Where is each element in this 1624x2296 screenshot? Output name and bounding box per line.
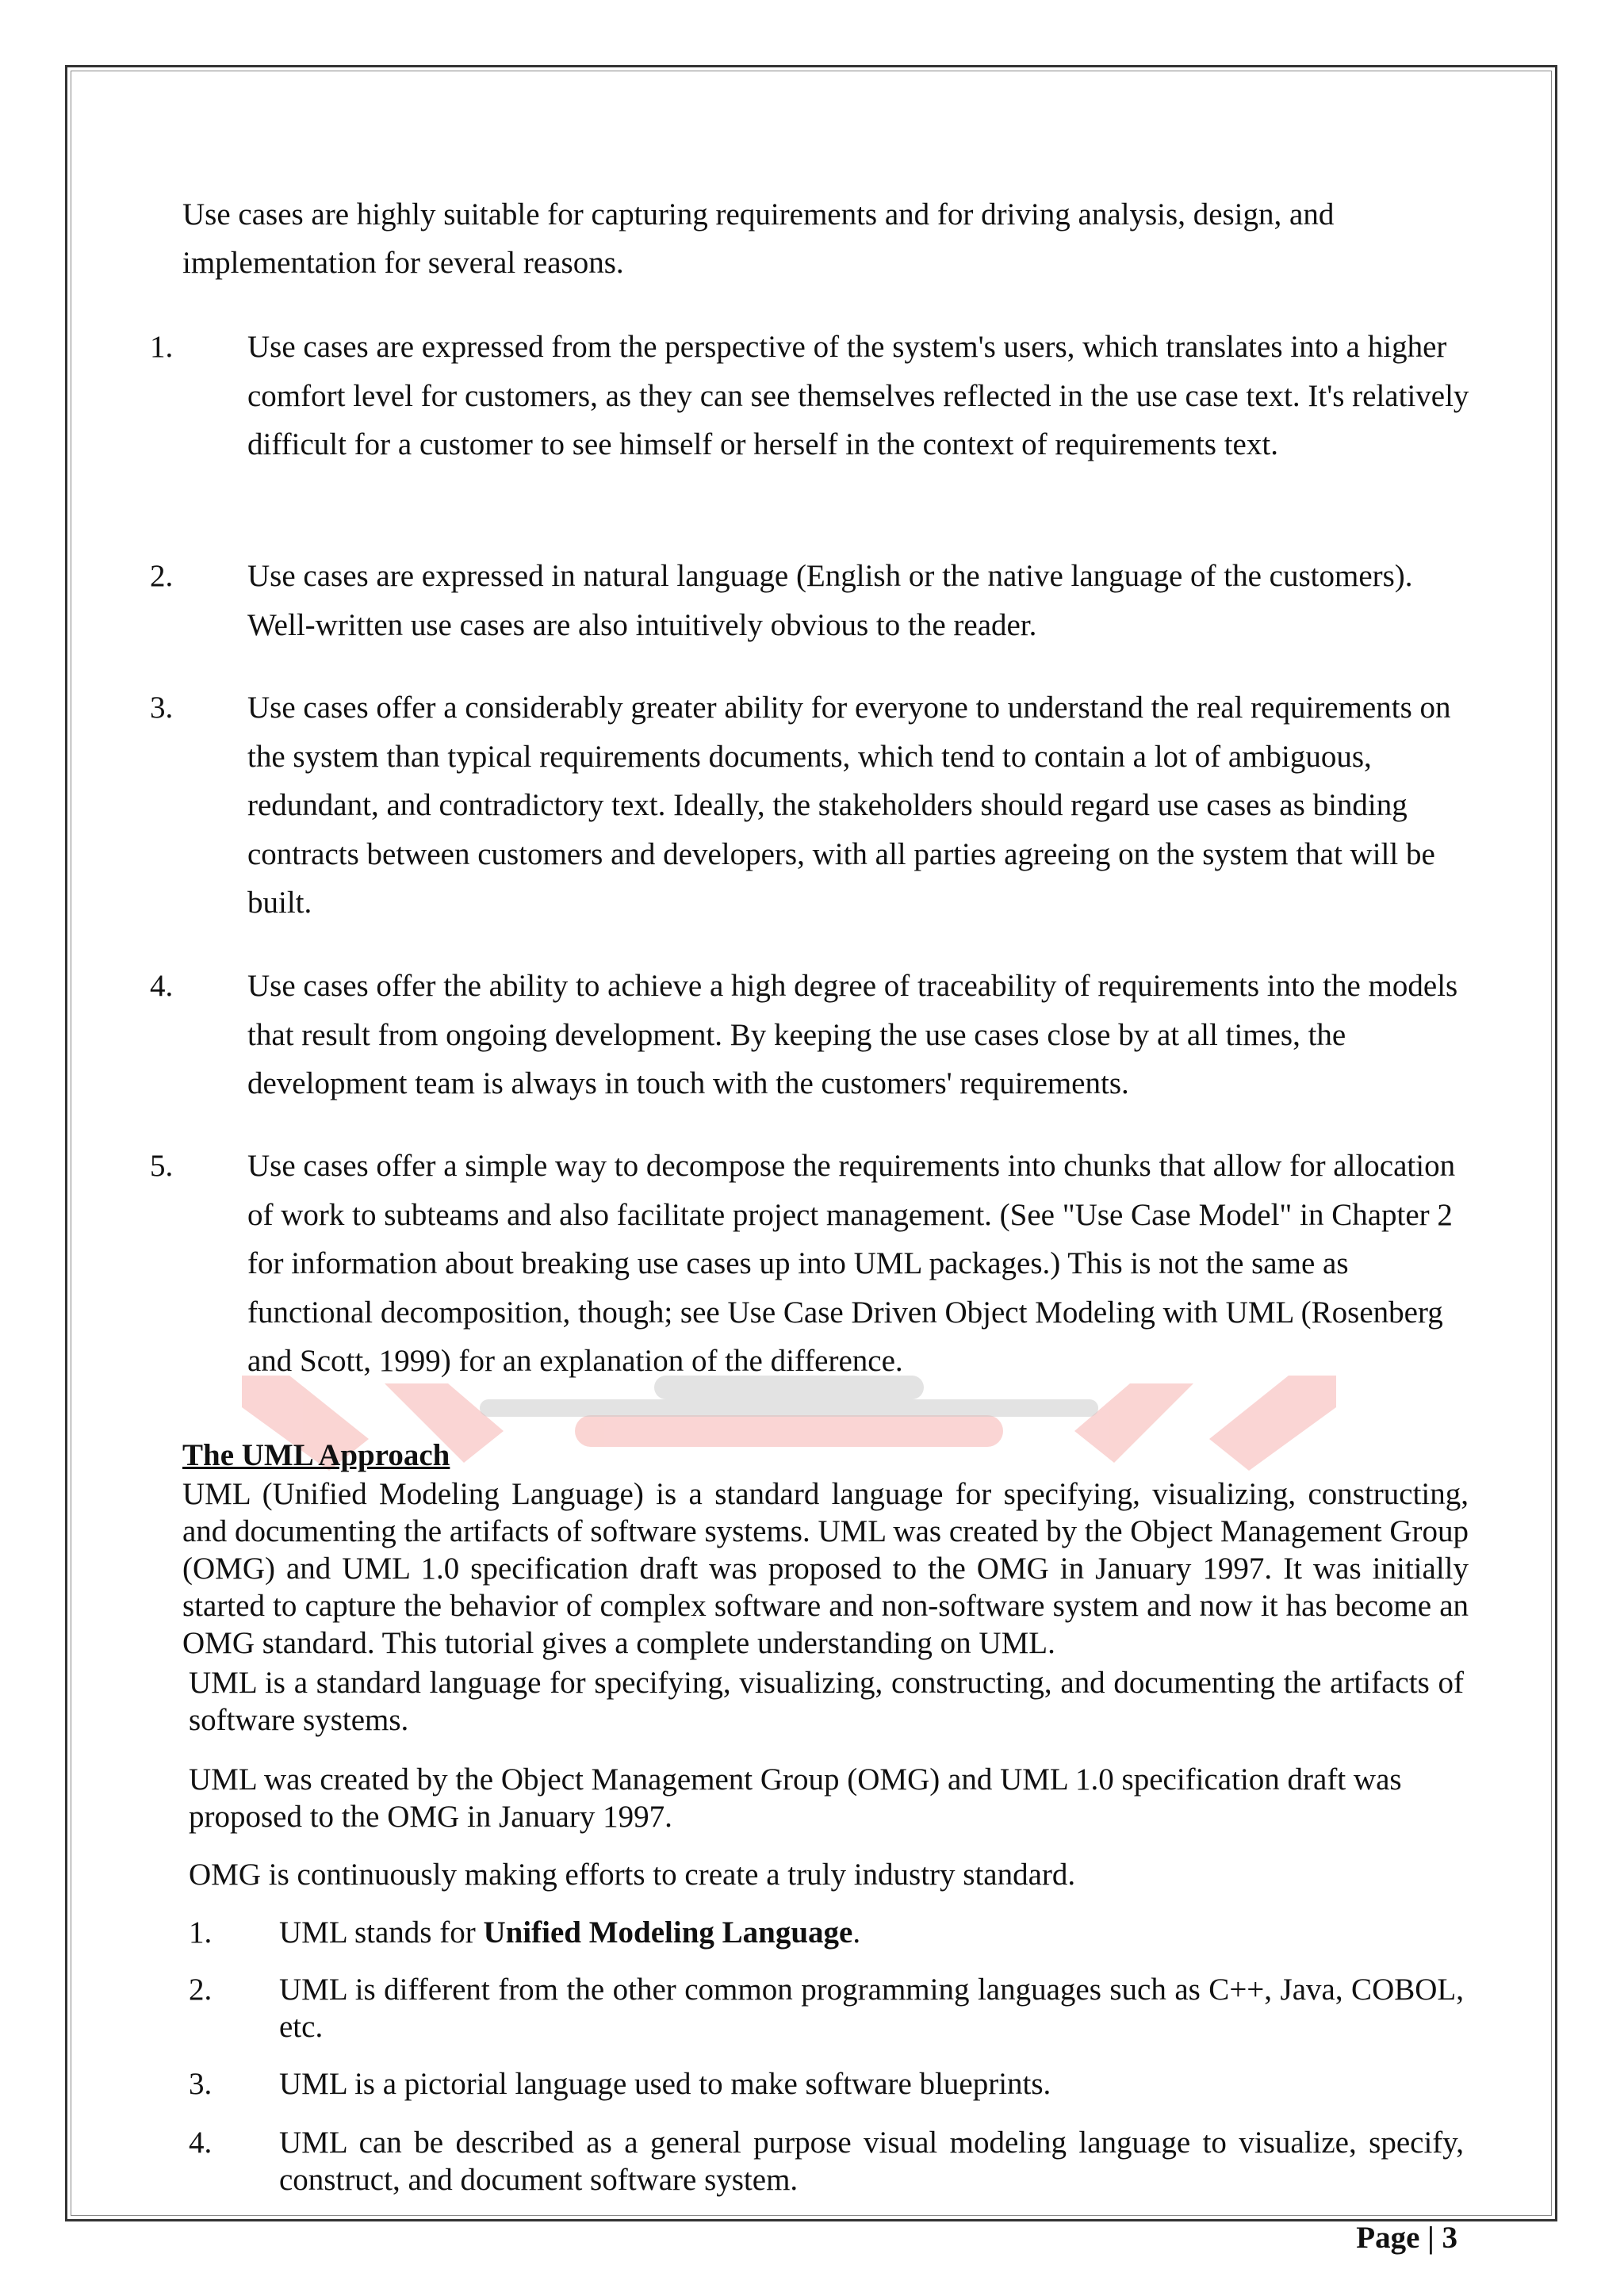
list-text: Use cases are expressed from the perspective of the system's users, which translates into a higher comfort level for customers, as they can see themselves reflected in the use case text. It's relatively difficult for a customer to see himself or herself in the context of requirements text. bbox=[247, 330, 1469, 461]
uml-paragraph-2: UML is a standard language for specifying, visualizing, constructing, and documenting the artifacts of software systems. bbox=[189, 1666, 1464, 1737]
list-text: Use cases offer a considerably greater ability for everyone to understand the real requirements on the system than typical requirements documents, which tend to contain a lot of ambiguous, redundant, and contradictory text. Ideally, the stakeholders should regard use cases as binding contracts between customers and developers, with all parties agreeing on the system that will be built. bbox=[247, 691, 1451, 920]
list-number: 4. bbox=[150, 969, 174, 1003]
list-number: 2. bbox=[189, 1973, 213, 2007]
intro-paragraph: Use cases are highly suitable for capturing requirements and for driving analysis, design, and implementation for several reasons. bbox=[182, 197, 1335, 280]
section-heading: The UML Approach bbox=[182, 1438, 450, 1472]
list-number: 3. bbox=[189, 2067, 213, 2101]
uml-paragraph-4: OMG is continuously making efforts to create a truly industry standard. bbox=[189, 1858, 1076, 1892]
list-number: 3. bbox=[150, 691, 174, 725]
list-number: 1. bbox=[189, 1915, 213, 1950]
uml-paragraph: UML (Unified Modeling Language) is a standard language for specifying, visualizing, constructing, and documenting the artifacts of software systems. UML was created by the Object Management Group (OMG) and UML 1.0 specification draft was proposed to the OMG in January 1997. It was initially started to capture the behavior of complex software and non-software system and now it has become an OMG standard. This tutorial gives a complete understanding on UML. bbox=[182, 1477, 1469, 1660]
list-number: 2. bbox=[150, 559, 174, 593]
list-text: UML can be described as a general purpose visual modeling language to visualize, specify, construct, and document software system. bbox=[279, 2126, 1464, 2197]
list-number: 1. bbox=[150, 330, 174, 364]
list-text: UML is different from the other common programming languages such as C++, Java, COBOL, etc. bbox=[279, 1973, 1464, 2044]
list-item bbox=[189, 2124, 1464, 2198]
list-item bbox=[150, 962, 1473, 1108]
uml-paragraph-3: UML was created by the Object Management Group (OMG) and UML 1.0 specification draft was proposed to the OMG in January 1997. bbox=[189, 1762, 1402, 1834]
list-text: UML is a pictorial language used to make software blueprints. bbox=[279, 2067, 1051, 2101]
list-number: 5. bbox=[150, 1149, 174, 1183]
list-item bbox=[189, 1971, 1464, 2045]
list-item bbox=[189, 1914, 1464, 1951]
list-text: Use cases offer a simple way to decompose the requirements into chunks that allow for allocation of work to subteams and also facilitate project management. (See "Use Case Model" in Chapter 2 for information about breaking use cases up into UML packages.) This is not the same as functional decomposition, though; see Use Case Driven Object Modeling with UML (Rosenberg and Scott, 1999) for an explanation of the difference. bbox=[247, 1149, 1456, 1378]
list-item bbox=[150, 683, 1473, 928]
page-number: Page | 3 bbox=[1356, 2221, 1457, 2255]
bold-term: Unified Modeling Language bbox=[483, 1915, 853, 1950]
list-text-end: . bbox=[852, 1915, 861, 1950]
list-text: Use cases are expressed in natural language (English or the native language of the customers). Well-written use cases are also intuitively obvious to the reader. bbox=[247, 559, 1413, 642]
list-text: Use cases offer the ability to achieve a high degree of traceability of requirements into the models that result from ongoing development. By keeping the use cases close by at all times, the development team is always in touch with the customers' requirements. bbox=[247, 969, 1458, 1100]
list-item bbox=[150, 323, 1473, 469]
list-number: 4. bbox=[189, 2126, 213, 2160]
list-item bbox=[150, 552, 1473, 649]
list-text: UML stands for bbox=[279, 1915, 484, 1950]
list-item bbox=[150, 1142, 1473, 1386]
list-item bbox=[189, 2065, 1464, 2103]
